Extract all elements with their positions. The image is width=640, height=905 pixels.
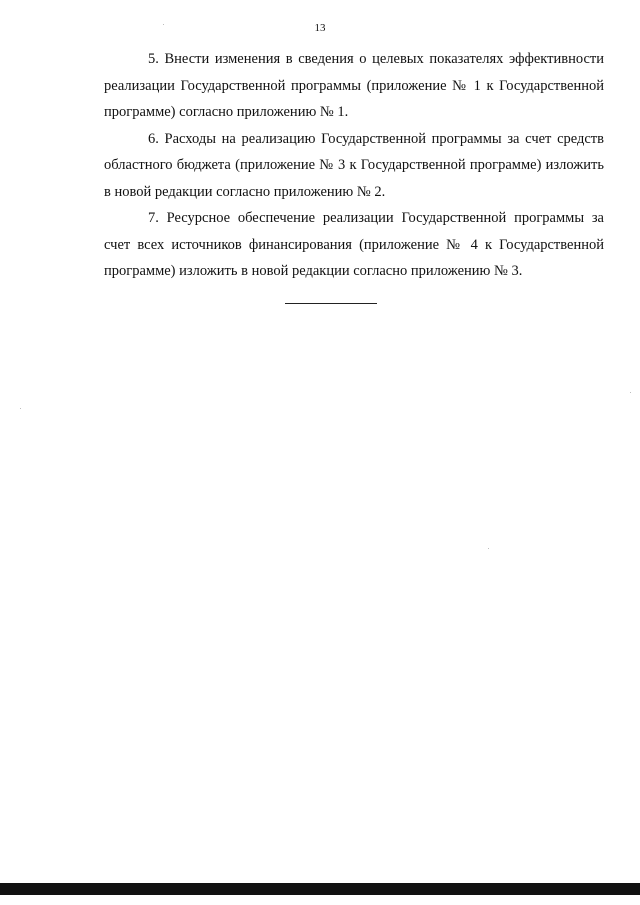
document-body bbox=[104, 46, 604, 285]
scan-speck bbox=[20, 408, 21, 409]
scan-speck bbox=[630, 392, 631, 393]
scan-edge-bar bbox=[0, 883, 640, 895]
page-number: 13 bbox=[314, 22, 326, 34]
scan-speck bbox=[488, 548, 489, 549]
scan-speck bbox=[163, 24, 164, 25]
paragraph-7: 7. Ресурсное обеспечение реализации Государственной программы за счет всех источников финансирования (приложение № 4 к Государственной программе) изложить в новой редакции согласно приложению № 3. bbox=[104, 210, 604, 279]
paragraph-5: 5. Внести изменения в сведения о целевых показателях эффективности реализации Государственной программы (приложение № 1 к Государственной программе) согласно приложению № 1. bbox=[104, 51, 604, 120]
paragraph-6: 6. Расходы на реализацию Государственной программы за счет средств областного бюджета (приложение № 3 к Государственной программе) изложить в новой редакции согласно приложению № 2. bbox=[104, 130, 604, 200]
section-divider bbox=[285, 303, 377, 304]
